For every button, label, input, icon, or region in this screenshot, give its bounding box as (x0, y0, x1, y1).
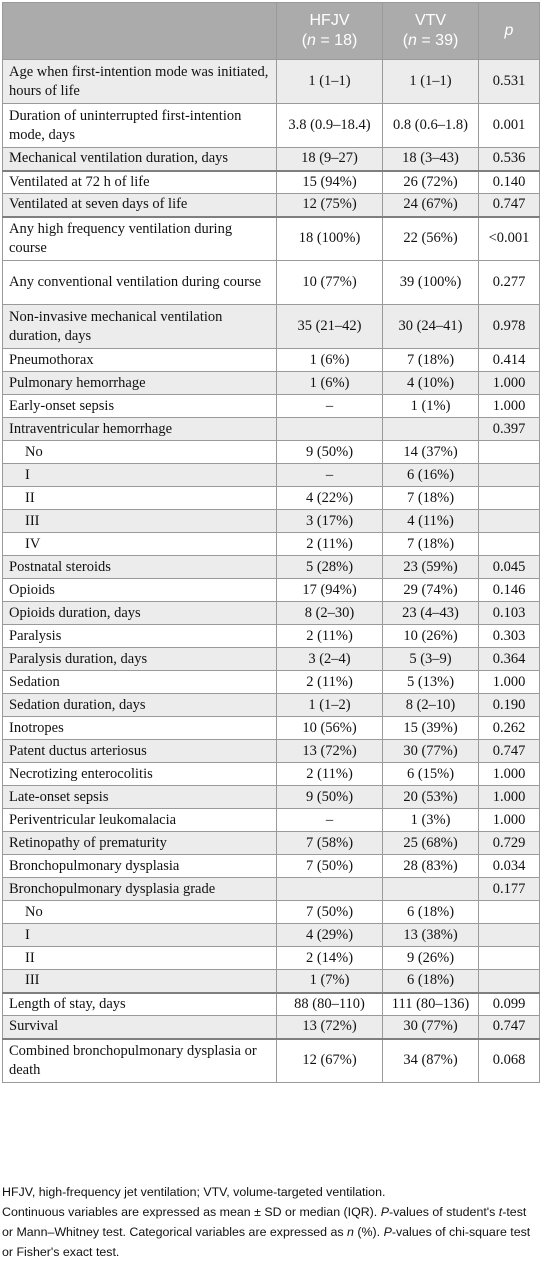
hfjv-value: 4 (29%) (277, 924, 383, 947)
p-value: 0.747 (479, 194, 540, 217)
p-value: 0.729 (479, 832, 540, 855)
header-vtv: VTV (n = 39) (383, 3, 479, 60)
table-row (3, 878, 540, 901)
p-value: 0.397 (479, 418, 540, 441)
table-row (3, 533, 540, 556)
hfjv-value: 1 (6%) (277, 349, 383, 372)
table-row (3, 217, 540, 261)
p-value: 0.414 (479, 349, 540, 372)
header-p-value: p (479, 3, 540, 60)
vtv-value: 20 (53%) (383, 786, 479, 809)
p-value: 0.531 (479, 60, 540, 104)
hfjv-value: 9 (50%) (277, 441, 383, 464)
row-label: Non-invasive mechanical ventilation duration, days (3, 305, 277, 349)
vtv-value: 6 (18%) (383, 970, 479, 993)
p-value: 0.140 (479, 171, 540, 194)
table-row (3, 487, 540, 510)
p-value: 0.177 (479, 878, 540, 901)
vtv-value: 10 (26%) (383, 625, 479, 648)
vtv-value: 23 (59%) (383, 556, 479, 579)
vtv-value: 1 (1%) (383, 395, 479, 418)
hfjv-value: 10 (77%) (277, 261, 383, 305)
row-label: Sedation (3, 671, 277, 694)
hfjv-value: 12 (75%) (277, 194, 383, 217)
row-label: No (3, 901, 277, 924)
table-row (3, 602, 540, 625)
hfjv-value: 13 (72%) (277, 740, 383, 763)
hfjv-value: 1 (1–1) (277, 60, 383, 104)
vtv-value: 18 (3–43) (383, 148, 479, 171)
hfjv-value (277, 878, 383, 901)
vtv-value: 24 (67%) (383, 194, 479, 217)
table-row (3, 625, 540, 648)
p-value: 0.277 (479, 261, 540, 305)
vtv-value: 111 (80–136) (383, 993, 479, 1016)
vtv-value: 26 (72%) (383, 171, 479, 194)
hfjv-value: 3 (2–4) (277, 648, 383, 671)
p-value: 1.000 (479, 671, 540, 694)
table-row (3, 786, 540, 809)
table-row (3, 510, 540, 533)
header-label (3, 3, 277, 60)
vtv-value: 7 (18%) (383, 349, 479, 372)
row-label: Intraventricular hemorrhage (3, 418, 277, 441)
hfjv-value: 1 (7%) (277, 970, 383, 993)
table-row (3, 648, 540, 671)
table-row (3, 1016, 540, 1039)
p-value: 0.034 (479, 855, 540, 878)
hfjv-value: 10 (56%) (277, 717, 383, 740)
row-label: I (3, 924, 277, 947)
footnote-statistics: Continuous variables are expressed as mean ± SD or median (IQR). P-values of student's t-test or Mann–Whitney test. Categorical variables are expressed as n (%). P-values of chi-square test or Fisher's exact test. (2, 1205, 531, 1259)
hfjv-value: 2 (11%) (277, 763, 383, 786)
p-value (479, 970, 540, 993)
table-row (3, 441, 540, 464)
vtv-value: 1 (3%) (383, 809, 479, 832)
hfjv-value: 2 (14%) (277, 947, 383, 970)
vtv-value: 39 (100%) (383, 261, 479, 305)
header-row (3, 3, 540, 60)
vtv-value: 4 (11%) (383, 510, 479, 533)
vtv-value: 30 (77%) (383, 1016, 479, 1039)
row-label: Survival (3, 1016, 277, 1039)
row-label: Postnatal steroids (3, 556, 277, 579)
table-row (3, 104, 540, 148)
vtv-value: 6 (16%) (383, 464, 479, 487)
hfjv-value: 2 (11%) (277, 625, 383, 648)
p-value: 0.262 (479, 717, 540, 740)
row-label: Early-onset sepsis (3, 395, 277, 418)
hfjv-value: 5 (28%) (277, 556, 383, 579)
hfjv-value: 2 (11%) (277, 533, 383, 556)
hfjv-value: 7 (50%) (277, 855, 383, 878)
row-label: Pulmonary hemorrhage (3, 372, 277, 395)
row-label: Any conventional ventilation during course (3, 261, 277, 305)
header-vtv-name: VTV (414, 12, 447, 29)
row-label: Sedation duration, days (3, 694, 277, 717)
row-label: Opioids (3, 579, 277, 602)
p-value (479, 533, 540, 556)
row-label: Opioids duration, days (3, 602, 277, 625)
p-value: 0.747 (479, 1016, 540, 1039)
p-value: 0.068 (479, 1039, 540, 1083)
vtv-value: 13 (38%) (383, 924, 479, 947)
p-value: 0.103 (479, 602, 540, 625)
p-value: 0.747 (479, 740, 540, 763)
hfjv-value: 88 (80–110) (277, 993, 383, 1016)
table-row (3, 694, 540, 717)
row-label: Paralysis duration, days (3, 648, 277, 671)
table-row (3, 809, 540, 832)
p-value (479, 487, 540, 510)
row-label: Bronchopulmonary dysplasia grade (3, 878, 277, 901)
hfjv-value: 7 (58%) (277, 832, 383, 855)
row-label: Combined bronchopulmonary dysplasia or death (3, 1039, 277, 1083)
row-label: Paralysis (3, 625, 277, 648)
row-label: Ventilated at 72 h of life (3, 171, 277, 194)
hfjv-value: 9 (50%) (277, 786, 383, 809)
vtv-value: 30 (77%) (383, 740, 479, 763)
row-label: Any high frequency ventilation during course (3, 217, 277, 261)
table-row (3, 464, 540, 487)
hfjv-value: – (277, 809, 383, 832)
footnote-abbreviations: HFJV, high-frequency jet ventilation; VTV, volume-targeted ventilation. (2, 1185, 386, 1199)
vtv-value (383, 878, 479, 901)
vtv-value: 22 (56%) (383, 217, 479, 261)
table-row (3, 556, 540, 579)
hfjv-value: 2 (11%) (277, 671, 383, 694)
hfjv-value: 15 (94%) (277, 171, 383, 194)
vtv-value: 8 (2–10) (383, 694, 479, 717)
row-label: Ventilated at seven days of life (3, 194, 277, 217)
header-hfjv-name: HFJV (309, 12, 350, 29)
vtv-value: 5 (3–9) (383, 648, 479, 671)
p-value: 0.978 (479, 305, 540, 349)
row-label: Length of stay, days (3, 993, 277, 1016)
p-value: 0.146 (479, 579, 540, 602)
row-label: I (3, 464, 277, 487)
vtv-value: 23 (4–43) (383, 602, 479, 625)
table-row (3, 305, 540, 349)
p-value: 0.364 (479, 648, 540, 671)
hfjv-value: – (277, 395, 383, 418)
table-row (3, 579, 540, 602)
hfjv-value: 1 (1–2) (277, 694, 383, 717)
p-value: 0.303 (479, 625, 540, 648)
row-label: Bronchopulmonary dysplasia (3, 855, 277, 878)
p-value: 0.190 (479, 694, 540, 717)
p-value (479, 901, 540, 924)
vtv-value: 7 (18%) (383, 487, 479, 510)
p-value: 1.000 (479, 809, 540, 832)
p-value: 0.099 (479, 993, 540, 1016)
table-row (3, 418, 540, 441)
p-value (479, 464, 540, 487)
vtv-value: 4 (10%) (383, 372, 479, 395)
table-row (3, 993, 540, 1016)
hfjv-value: 18 (9–27) (277, 148, 383, 171)
hfjv-value (277, 418, 383, 441)
p-value (479, 947, 540, 970)
table-row (3, 349, 540, 372)
table-row (3, 763, 540, 786)
vtv-value: 25 (68%) (383, 832, 479, 855)
row-label: IV (3, 533, 277, 556)
vtv-value: 9 (26%) (383, 947, 479, 970)
table-row (3, 171, 540, 194)
hfjv-value: 1 (6%) (277, 372, 383, 395)
row-label: Periventricular leukomalacia (3, 809, 277, 832)
vtv-value: 5 (13%) (383, 671, 479, 694)
row-label: II (3, 947, 277, 970)
row-label: Pneumothorax (3, 349, 277, 372)
table-row (3, 740, 540, 763)
table-row (3, 717, 540, 740)
vtv-value: 15 (39%) (383, 717, 479, 740)
hfjv-value: 8 (2–30) (277, 602, 383, 625)
table-row (3, 194, 540, 217)
header-hfjv: HFJV (n = 18) (277, 3, 383, 60)
table-row (3, 1039, 540, 1083)
p-value: 1.000 (479, 372, 540, 395)
table-body (3, 60, 540, 1083)
hfjv-value: 17 (94%) (277, 579, 383, 602)
vtv-value: 7 (18%) (383, 533, 479, 556)
row-label: III (3, 970, 277, 993)
vtv-value: 0.8 (0.6–1.8) (383, 104, 479, 148)
vtv-value: 34 (87%) (383, 1039, 479, 1083)
table-row (3, 901, 540, 924)
row-label: Necrotizing enterocolitis (3, 763, 277, 786)
vtv-value: 6 (18%) (383, 901, 479, 924)
vtv-value (383, 418, 479, 441)
row-label: Duration of uninterrupted first-intention mode, days (3, 104, 277, 148)
row-label: Patent ductus arteriosus (3, 740, 277, 763)
table-row (3, 855, 540, 878)
row-label: Mechanical ventilation duration, days (3, 148, 277, 171)
p-value: <0.001 (479, 217, 540, 261)
results-table (2, 2, 540, 1083)
row-label: Retinopathy of prematurity (3, 832, 277, 855)
table-row (3, 924, 540, 947)
p-value (479, 510, 540, 533)
table-row (3, 372, 540, 395)
p-value (479, 924, 540, 947)
hfjv-value: 3 (17%) (277, 510, 383, 533)
p-value: 1.000 (479, 395, 540, 418)
table-row (3, 671, 540, 694)
row-label: II (3, 487, 277, 510)
hfjv-value: 18 (100%) (277, 217, 383, 261)
vtv-value: 1 (1–1) (383, 60, 479, 104)
vtv-value: 6 (15%) (383, 763, 479, 786)
vtv-value: 14 (37%) (383, 441, 479, 464)
hfjv-value: – (277, 464, 383, 487)
hfjv-value: 3.8 (0.9–18.4) (277, 104, 383, 148)
row-label: Age when first-intention mode was initiated, hours of life (3, 60, 277, 104)
table-row (3, 970, 540, 993)
p-value: 1.000 (479, 763, 540, 786)
hfjv-value: 7 (50%) (277, 901, 383, 924)
hfjv-value: 12 (67%) (277, 1039, 383, 1083)
p-value: 0.536 (479, 148, 540, 171)
hfjv-value: 35 (21–42) (277, 305, 383, 349)
p-value: 1.000 (479, 786, 540, 809)
p-value: 0.001 (479, 104, 540, 148)
hfjv-value: 13 (72%) (277, 1016, 383, 1039)
table-row (3, 261, 540, 305)
p-value (479, 441, 540, 464)
table-footnote (2, 1182, 539, 1262)
table-row (3, 832, 540, 855)
row-label: No (3, 441, 277, 464)
p-value: 0.045 (479, 556, 540, 579)
vtv-value: 30 (24–41) (383, 305, 479, 349)
hfjv-value: 4 (22%) (277, 487, 383, 510)
table-row (3, 148, 540, 171)
row-label: III (3, 510, 277, 533)
vtv-value: 28 (83%) (383, 855, 479, 878)
vtv-value: 29 (74%) (383, 579, 479, 602)
table-row (3, 60, 540, 104)
row-label: Inotropes (3, 717, 277, 740)
table-row (3, 947, 540, 970)
table-row (3, 395, 540, 418)
row-label: Late-onset sepsis (3, 786, 277, 809)
